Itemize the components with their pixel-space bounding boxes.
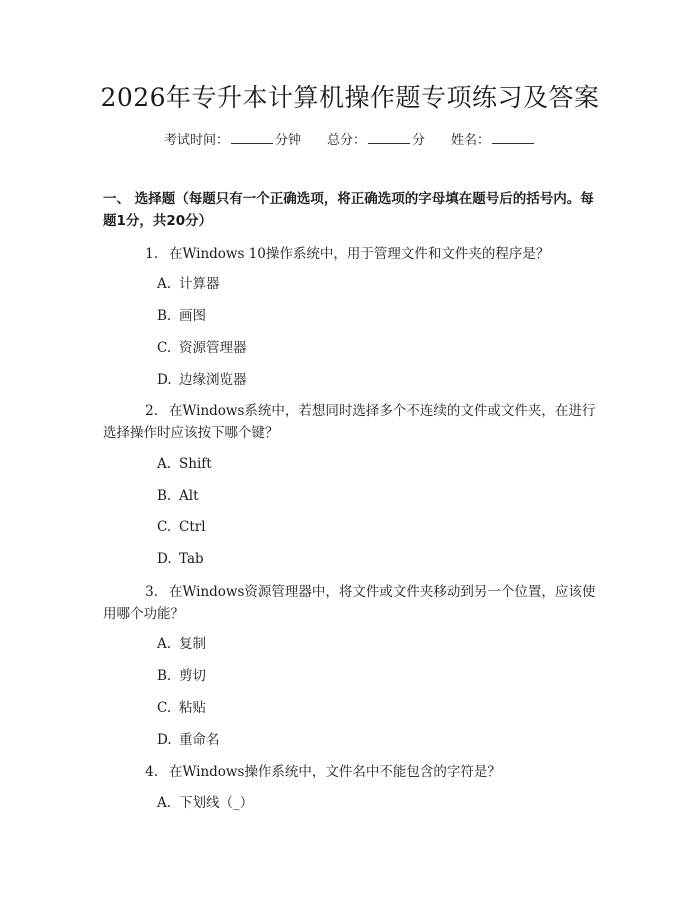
exam-meta	[0, 130, 700, 151]
option-4a	[157, 793, 253, 813]
time-unit: 分钟	[274, 133, 301, 148]
option-3d	[157, 730, 220, 750]
question-2	[103, 400, 600, 444]
option-letter: A.	[157, 636, 172, 652]
option-letter: D.	[157, 732, 172, 748]
option-text: Alt	[179, 488, 199, 504]
option-text: 复制	[179, 636, 206, 652]
document-title: 2026年专升本计算机操作题专项练习及答案	[100, 83, 600, 112]
option-text: Tab	[179, 551, 204, 567]
option-letter: C.	[157, 700, 172, 716]
option-1c	[157, 338, 247, 358]
question-number: 4.	[145, 764, 158, 780]
option-text: Ctrl	[179, 519, 206, 535]
option-letter: A.	[157, 276, 172, 292]
option-1a	[157, 274, 220, 294]
option-letter: C.	[157, 519, 172, 535]
time-label: 考试时间：	[163, 133, 229, 148]
option-1b	[157, 306, 206, 326]
option-letter: B.	[157, 488, 172, 504]
option-2b	[157, 486, 199, 506]
option-text: 下划线（_）	[179, 795, 254, 811]
option-3b	[157, 666, 206, 686]
question-stem: 在Windows资源管理器中，将文件或文件夹移动到另一个位置，应该使用哪个功能？	[103, 584, 596, 622]
score-label: 总分：	[326, 133, 366, 148]
option-letter: A.	[157, 795, 172, 811]
question-number: 2.	[145, 403, 158, 419]
option-letter: D.	[157, 372, 172, 388]
score-unit: 分	[412, 133, 426, 148]
option-2d	[157, 549, 204, 569]
question-number: 3.	[145, 584, 158, 600]
time-blank	[231, 130, 273, 144]
option-2a	[157, 454, 212, 474]
option-text: 重命名	[179, 732, 220, 748]
option-letter: B.	[157, 668, 172, 684]
name-label: 姓名：	[451, 133, 491, 148]
question-3	[103, 581, 600, 625]
option-text: 边缘浏览器	[179, 372, 247, 388]
option-letter: D.	[157, 551, 172, 567]
option-3a	[157, 634, 206, 654]
option-text: 剪切	[179, 668, 206, 684]
section-heading: 一、 选择题（每题只有一个正确选项，将正确选项的字母填在题号后的括号内。每题1分，共20分）	[103, 191, 594, 229]
question-stem: 在Windows操作系统中，文件名中不能包含的字符是？	[169, 764, 501, 780]
score-blank	[368, 130, 410, 144]
option-text: 画图	[179, 308, 206, 324]
option-3c	[157, 698, 206, 718]
option-text: 资源管理器	[179, 340, 247, 356]
option-text: 粘贴	[179, 700, 206, 716]
option-text: 计算器	[179, 276, 220, 292]
question-stem: 在Windows 10操作系统中，用于管理文件和文件夹的程序是？	[169, 246, 550, 262]
option-text: Shift	[179, 456, 212, 472]
name-blank	[492, 130, 534, 144]
question-stem: 在Windows系统中，若想同时选择多个不连续的文件或文件夹，在进行选择操作时应该按下哪个键？	[103, 403, 596, 441]
question-4	[103, 761, 600, 783]
option-letter: C.	[157, 340, 172, 356]
option-1d	[157, 370, 247, 390]
option-letter: A.	[157, 456, 172, 472]
question-number: 1.	[145, 246, 158, 262]
question-1	[103, 243, 600, 265]
option-2c	[157, 517, 206, 537]
option-letter: B.	[157, 308, 172, 324]
